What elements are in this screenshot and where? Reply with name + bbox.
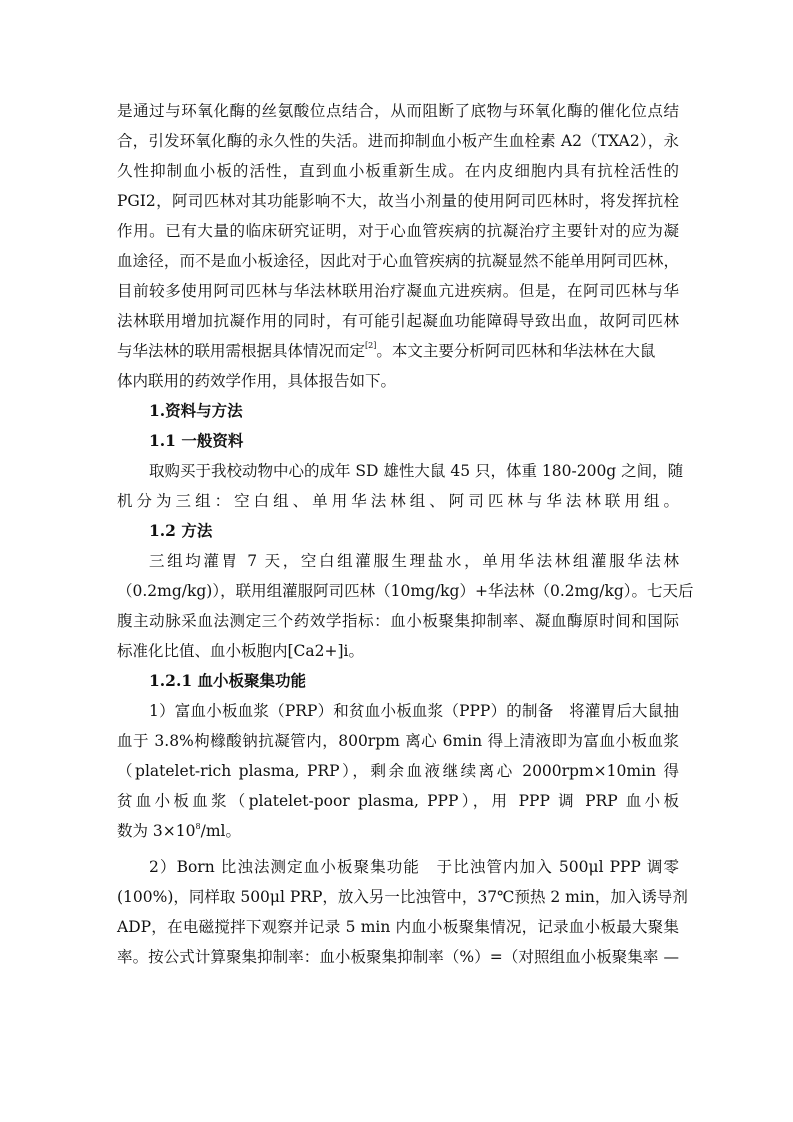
paragraph-line (117, 816, 679, 846)
paragraph-line: 目前较多使用阿司匹林与华法林联用治疗凝血亢进疾病。但是，在阿司匹林与华 (117, 282, 679, 300)
text-run: 数为 3×10 (117, 822, 196, 840)
paragraph-line: 三组均灌胃 7 天，空白组灌服生理盐水，单用华法林组灌服华法林 (149, 552, 679, 570)
paragraph-line: (100%)，同样取 500μl PRP，放入另一比浊管中，37℃预热 2 min，加入诱导剂 (117, 888, 688, 906)
paragraph-line: 腹主动脉采血法测定三个药效学指标：血小板聚集抑制率、凝血酶原时间和国际 (117, 612, 679, 630)
subsection-heading: 1.1 一般资料 (149, 431, 244, 450)
paragraph-line: 作用。已有大量的临床研究证明，对于心血管疾病的抗凝治疗主要针对的应为凝 (117, 222, 679, 240)
paragraph-line: 血途径，而不是血小板途径，因此对于心血管疾病的抗凝显然不能单用阿司匹林， (117, 252, 679, 270)
paragraph-line: （platelet-rich plasma, PRP），剩余血液继续离心 2000rpm×10min 得 (117, 762, 679, 780)
paragraph-line: 久性抑制血小板的活性，直到血小板重新生成。在内皮细胞内具有抗栓活性的 (117, 162, 679, 180)
paragraph-line: 法林联用增加抗凝作用的同时，有可能引起凝血功能障碍导致出血，故阿司匹林 (117, 312, 679, 330)
paragraph-line: 标准化比值、血小板胞内[Ca2+]i。 (117, 642, 365, 660)
section-heading: 1.资料与方法 (149, 401, 243, 420)
paragraph-line: 合，引发环氧化酶的永久性的失活。进而抑制血小板产生血栓素 A2（TXA2），永 (117, 132, 679, 150)
subsection-heading: 1.2 方法 (149, 521, 213, 540)
paragraph-line: 机分为三组：空白组、单用华法林组、阿司匹林与华法林联用组。 (117, 492, 679, 510)
paragraph-line: 取购买于我校动物中心的成年 SD 雄性大鼠 45 只，体重 180-200g 之间，随 (149, 462, 684, 480)
paragraph-line: 血于 3.8%枸橼酸钠抗凝管内，800rpm 离心 6min 得上清液即为富血小板血浆 (117, 732, 679, 750)
paragraph-line: ADP，在电磁搅拌下观察并记录 5 min 内血小板聚集情况，记录血小板最大聚集 (117, 918, 679, 936)
paragraph-line: 体内联用的药效学作用，具体报告如下。 (117, 372, 397, 390)
subsection-heading: 1.2.1 血小板聚集功能 (149, 671, 307, 690)
text-run: 与华法林的联用需根据具体情况而定 (117, 342, 366, 360)
paragraph-line: 是通过与环氧化酶的丝氨酸位点结合，从而阻断了底物与环氧化酶的催化位点结 (117, 102, 679, 120)
paragraph-line: 2）Born 比浊法测定血小板聚集功能 于比浊管内加入 500μl PPP 调零 (149, 858, 679, 876)
paragraph-line: PGI2，阿司匹林对其功能影响不大，故当小剂量的使用阿司匹林时，将发挥抗栓 (117, 192, 679, 210)
paragraph-line: 1）富血小板血浆（PRP）和贫血小板血浆（PPP）的制备 将灌胃后大鼠抽 (149, 702, 679, 720)
paragraph-line (117, 336, 679, 366)
citation-ref[interactable]: [2] (365, 341, 377, 350)
text-run: 。本文主要分析阿司匹林和华法林在大鼠 (376, 342, 656, 360)
exponent: 8 (195, 822, 201, 831)
text-run: /ml。 (200, 822, 241, 840)
paragraph-line: （0.2mg/kg)），联用组灌服阿司匹林（10mg/kg）+华法林（0.2mg/kg）。七天后 (117, 582, 694, 600)
paragraph-line: 贫血小板血浆（platelet-poor plasma, PPP），用 PPP 调 PRP 血小板 (117, 792, 679, 810)
paragraph-line: 率。按公式计算聚集抑制率：血小板聚集抑制率（%）=（对照组血小板聚集率 — (117, 948, 679, 966)
